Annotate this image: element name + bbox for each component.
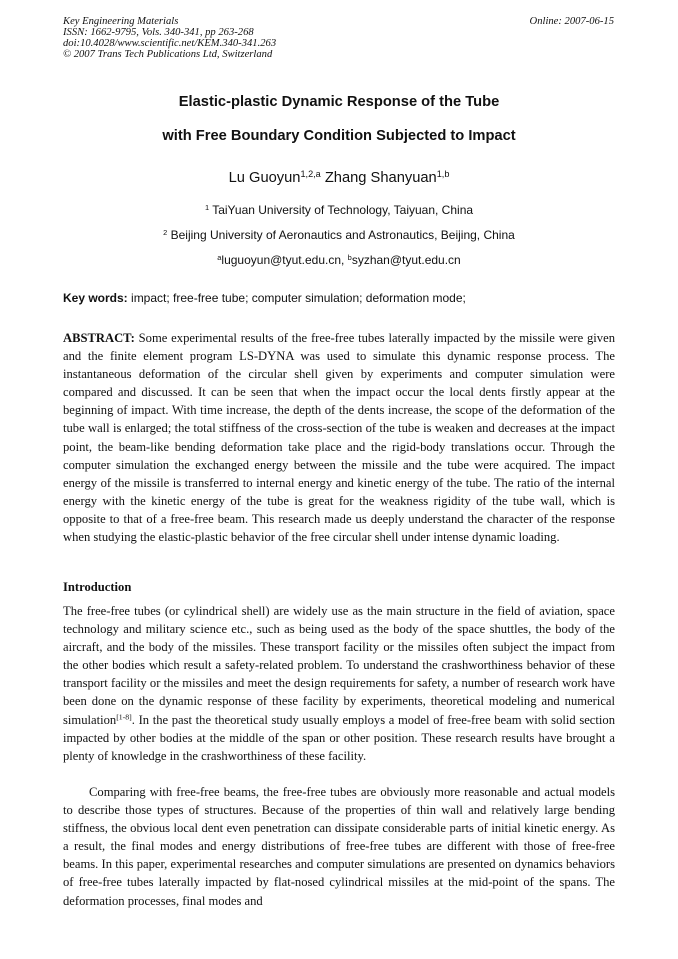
introduction-paragraph-1	[63, 602, 615, 765]
introduction-paragraph-2: Comparing with free-free beams, the free-free tubes are obviously more reasonable and actual models to describe those types of structures. Because of the properties of thin wall and relatively large bending stiffness, the obvious local dent even penetration can dissipate considerable parts of initial kinetic energy. As a result, the final modes and energy distributions of free-free tubes are different with those of free-free beams. In this paper, experimental researches and computer simulations are presented on dynamics behaviors of free-free tubes laterally impacted by flat-nosed cylindrical missiles at the mid-point of the spans. The deformation processes, final modes and	[63, 785, 615, 908]
abstract	[63, 329, 615, 546]
intro-para-1-part-b: . In the past the theoretical study usually employs a model of free-free beam with solid section impacted by other bodies at the middle of the span or other position. These research results have brought a plenty of knowledge in the crashworthiness of these facility.	[63, 712, 615, 763]
online-date: Online: 2007-06-15	[529, 16, 614, 27]
title-line-1: Elastic-plastic Dynamic Response of the Tube	[178, 94, 500, 110]
keywords-text: impact; free-free tube; computer simulation; deformation mode;	[127, 291, 466, 305]
affiliation-1-mark: 1	[204, 202, 210, 212]
affiliation-2-mark: 2	[163, 227, 168, 237]
author-1-name: Lu Guoyun	[228, 170, 301, 186]
journal-name: Key Engineering Materials	[63, 16, 179, 27]
author-2-name: Zhang Shanyuan	[320, 170, 437, 186]
keywords	[63, 291, 466, 306]
author-list	[63, 169, 615, 187]
issn-line: ISSN: 1662-9795, Vols. 340-341, pp 263-268	[63, 27, 254, 38]
email-line	[63, 253, 615, 268]
email-a: luguoyun@tyut.edu.cn,	[221, 253, 348, 267]
affiliation-2	[63, 228, 615, 243]
author-2-sup: 1,b	[436, 169, 450, 179]
affiliation-1	[63, 203, 615, 218]
affiliation-2-text: Beijing University of Aeronautics and Astronautics, Beijing, China	[167, 228, 515, 242]
intro-para-1-part-a: The free-free tubes (or cylindrical shell) are widely use as the main structure in the field of aviation, space technology and military science etc., such as being used as the body of the space shuttles, the body of the aircraft, and the body of the missiles. These transport facility or the missiles often subject the impact from the other bodies which result a safety-related problem. To understand the crashworthiness behavior of these transport facility or the missiles and meet the design requirements for safety, a number of research work have been done on the dynamic response of these facility by experiments, theoretical modeling and numerical simulation	[63, 604, 615, 727]
keywords-label: Key words:	[63, 291, 128, 305]
journal-header	[63, 16, 276, 60]
copyright-line: © 2007 Trans Tech Publications Ltd, Switzerland	[63, 49, 273, 60]
email-b-mark: b	[347, 252, 352, 262]
email-b: syzhan@tyut.edu.cn	[351, 253, 461, 267]
title-line-2: with Free Boundary Condition Subjected to Impact	[162, 128, 516, 144]
introduction-heading: Introduction	[63, 580, 132, 594]
author-1-sup: 1,2,a	[300, 169, 321, 179]
citation-1-8: [1-8]	[116, 712, 132, 722]
email-a-mark: a	[217, 252, 222, 262]
doi-line: doi:10.4028/www.scientific.net/KEM.340-341.263	[63, 38, 277, 49]
abstract-label: ABSTRACT:	[63, 331, 135, 345]
abstract-text: Some experimental results of the free-free tubes laterally impacted by the missile were given and the finite element program LS-DYNA was used to simulate this dynamic response process. The instantaneous deformation of the circular shell given by experiments and computer simulation were compared and discussed. It can be seen that when the impact occur the local dents firstly appear at the beginning of impact. With time increase, the depth of the dents increase, the scope of the deformation of the tube wall is enlarged; the total stiffness of the cross-section of the tube is weaken and decreases at the impact point, the beam-like bending deformation take place and the rigid-body translations occur. Through the computer simulation the exchanged energy between the missile and the tube were acquired. The impact energy of the missile is transferred to internal energy and kinetic energy of the tube. The ratio of the internal energy with the kinetic energy of the tube is great for the weakness rigidity of the tube wall, which is opposite to that of a free-free beam. This research made us deeply understand the character of the response when studying the elastic-plastic behavior of the free circular shell under intense dynamic loading.	[63, 331, 615, 545]
affiliation-1-text: TaiYuan University of Technology, Taiyuan, China	[209, 203, 474, 217]
